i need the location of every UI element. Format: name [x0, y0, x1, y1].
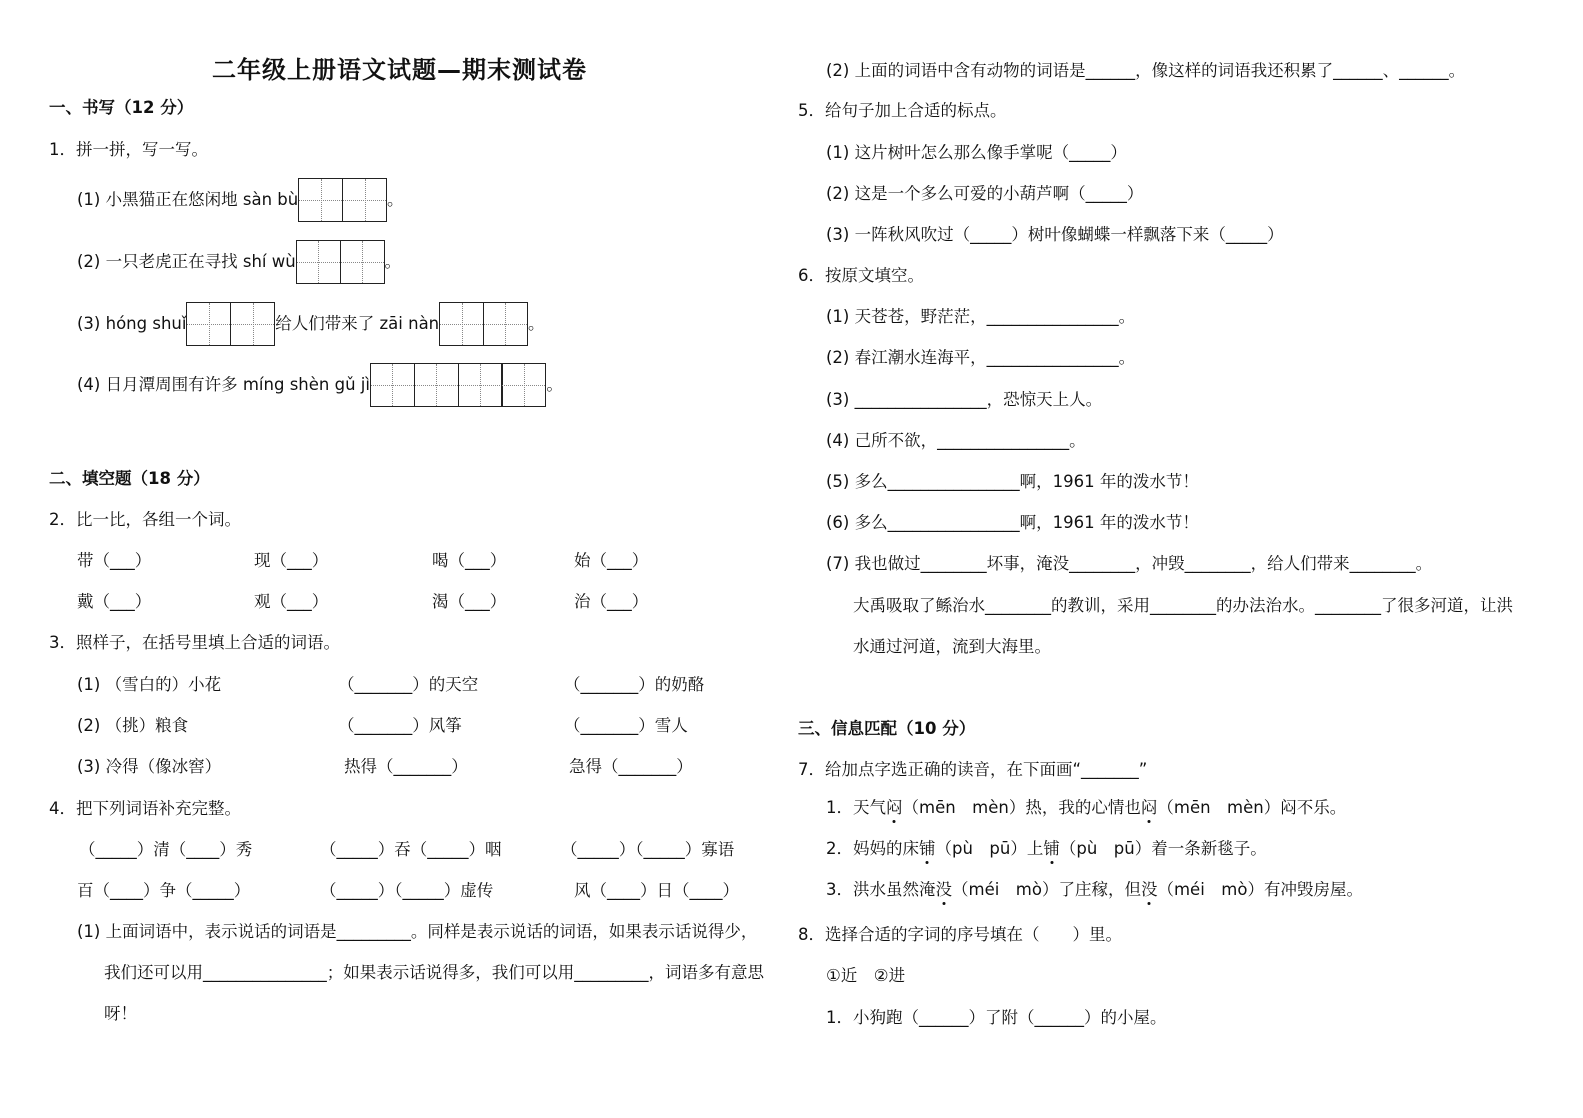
- page-title: 二年级上册语文试题—期末测试卷: [212, 56, 587, 84]
- q1-item-2: [77, 240, 401, 284]
- q4-stem: 4．把下列词语补充完整。: [49, 799, 241, 818]
- dotted-char: 铺: [1043, 839, 1060, 858]
- q7-item-text: （méi mò）了庄稼，但: [952, 880, 1141, 899]
- q2-cell: 治（___）: [574, 592, 649, 611]
- writing-grid[interactable]: [186, 302, 275, 346]
- q1-item-4-text: (4) 日月潭周围有许多 míng shèn gǔ jì: [77, 375, 370, 394]
- q6-item: (3) ________________，恐惊天上人。: [826, 390, 1103, 409]
- q4-sub1-line2: 我们还可以用_______________；如果表示话说得多，我们可以用_________，词语多有意思: [104, 963, 764, 982]
- q1-item-1-end: 。: [387, 190, 404, 209]
- q4-cell: （_____）（_____）寡语: [561, 840, 735, 859]
- q3-cell: （_______）雪人: [564, 716, 688, 735]
- q6-item: (5) 多么________________啊，1961 年的泼水节！: [826, 472, 1199, 491]
- dotted-char: 闷: [886, 798, 903, 817]
- q7-item-text: （pù pū）着一条新毯子。: [1059, 839, 1267, 858]
- q4-cell: （_____）（_____）虚传: [320, 881, 494, 900]
- q5-stem: 5．给句子加上合适的标点。: [798, 101, 1007, 120]
- q1-item-3-mid: 给人们带来了 zāi nàn: [275, 314, 440, 333]
- q3-cell: (1) （雪白的）小花: [77, 675, 222, 694]
- q6-item: (4) 己所不欲，________________。: [826, 431, 1086, 450]
- q6-item: (7) 我也做过________坏事，淹没________，冲毁________，给人们带来________。: [826, 554, 1433, 573]
- q6-item: (1) 天苍苍，野茫茫，________________。: [826, 307, 1136, 326]
- q4-sub2: (2) 上面的词语中含有动物的词语是______，像这样的词语我还积累了______、______。: [826, 61, 1466, 80]
- q7-item-text: 1．天气: [826, 798, 886, 817]
- q4-cell: 百（____）争（_____）: [77, 881, 251, 900]
- q6-cont-2: 水通过河道，流到大海里。: [853, 637, 1051, 656]
- q3-cell: （_______）的奶酪: [564, 675, 705, 694]
- q3-stem: 3．照样子，在括号里填上合适的词语。: [49, 633, 340, 652]
- dotted-char: 铺: [919, 839, 936, 858]
- q7-item-text: （mēn mèn）热，我的心情也: [902, 798, 1141, 817]
- q1-item-3: [77, 302, 544, 346]
- q8-options: ①近 ②进: [826, 966, 906, 985]
- q2-cell: 渴（___）: [432, 592, 507, 611]
- q4-cell: （_____）吞（_____）咽: [320, 840, 502, 859]
- q2-stem: 2．比一比，各组一个词。: [49, 510, 241, 529]
- q7-item-text: 3．洪水虽然淹: [826, 880, 936, 899]
- dotted-char: 没: [935, 880, 952, 899]
- q7-item-2: [826, 841, 1267, 858]
- q4-cell: 风（____）日（____）: [574, 881, 739, 900]
- q3-cell: (3) 冷得（像冰窖）: [77, 757, 222, 776]
- q1-item-4: [77, 363, 563, 407]
- writing-grid[interactable]: [296, 240, 385, 284]
- q1-item-4-end: 。: [546, 375, 563, 394]
- q3-cell: 热得（_______）: [344, 757, 468, 776]
- q7-item-1: [826, 800, 1346, 817]
- q7-item-text: （pù pū）上: [935, 839, 1044, 858]
- q3-cell: (2) （挑）粮食: [77, 716, 189, 735]
- q4-sub1-line1: (1) 上面词语中，表示说话的词语是_________。同样是表示说话的词语，如果表示话说得少，: [77, 922, 758, 941]
- q2-cell: 始（___）: [574, 551, 649, 570]
- q1-item-3-end: 。: [527, 314, 545, 333]
- writing-grid[interactable]: [439, 302, 528, 346]
- q6-item: (2) 春江潮水连海平，________________。: [826, 348, 1136, 367]
- q3-cell: 急得（_______）: [569, 757, 693, 776]
- q4-cell: （_____）清（____）秀: [79, 840, 253, 859]
- q7-item-text: 2．妈妈的床: [826, 839, 919, 858]
- q1-item-2-text: (2) 一只老虎正在寻找 shí wù: [77, 252, 296, 271]
- q7-item-text: （mēn mèn）闷不乐。: [1157, 798, 1347, 817]
- q6-cont-1: 大禹吸取了鲧治水________的教训，采用________的办法治水。________了很多河道，让洪: [853, 596, 1513, 615]
- q2-cell: 带（___）: [77, 551, 152, 570]
- section2-heading: 二、填空题（18 分）: [49, 469, 210, 488]
- q2-cell: 现（___）: [254, 551, 329, 570]
- q1-item-1: [77, 178, 404, 222]
- q2-cell: 戴（___）: [77, 592, 152, 611]
- q1-item-1-text: (1) 小黑猫正在悠闲地 sàn bù: [77, 190, 299, 209]
- q1-item-3-text: (3) hóng shuǐ: [77, 314, 187, 333]
- q6-stem: 6．按原文填空。: [798, 266, 924, 285]
- q1-stem: 1．拼一拼，写一写。: [49, 140, 208, 159]
- q8-item: 1．小狗跑（______）了附（______）的小屋。: [826, 1008, 1167, 1027]
- writing-grid[interactable]: [298, 178, 387, 222]
- section1-heading: 一、书写（12 分）: [49, 98, 194, 117]
- q8-stem: 8．选择合适的字词的序号填在（ ）里。: [798, 925, 1122, 944]
- q2-cell: 观（___）: [254, 592, 329, 611]
- q1-item-2-end: 。: [384, 252, 402, 271]
- q3-cell: （_______）风筝: [338, 716, 462, 735]
- dotted-char: 闷: [1140, 798, 1158, 817]
- writing-grid[interactable]: [370, 363, 546, 407]
- dotted-char: 没: [1140, 880, 1158, 899]
- section3-heading: 三、信息匹配（10 分）: [798, 719, 976, 738]
- q2-cell: 喝（___）: [432, 551, 507, 570]
- q5-item: (2) 这是一个多么可爱的小葫芦啊（_____）: [826, 184, 1144, 203]
- q7-stem: 7．给加点字选正确的读音，在下面画“_______”: [798, 760, 1148, 779]
- q3-cell: （_______）的天空: [338, 675, 479, 694]
- q7-item-3: [826, 882, 1363, 899]
- q7-item-text: （méi mò）有冲毁房屋。: [1157, 880, 1363, 899]
- q6-item: (6) 多么________________啊，1961 年的泼水节！: [826, 513, 1199, 532]
- q4-sub1-line3: 呀！: [104, 1004, 137, 1023]
- q5-item: (1) 这片树叶怎么那么像手掌呢（_____）: [826, 143, 1127, 162]
- q5-item: (3) 一阵秋风吹过（_____）树叶像蝴蝶一样飘落下来（_____）: [826, 225, 1284, 244]
